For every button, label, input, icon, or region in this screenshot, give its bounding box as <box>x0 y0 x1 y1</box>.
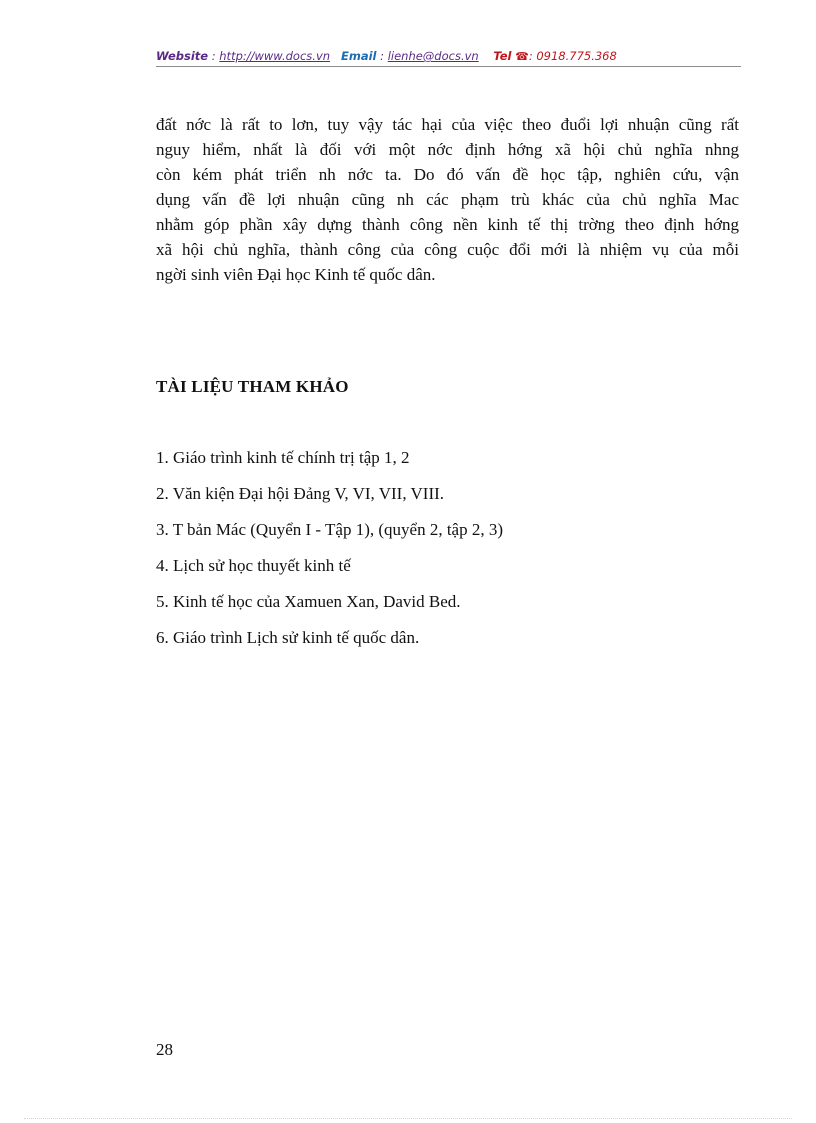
tel-value: : 0918.775.368 <box>528 49 617 63</box>
email-label: Email <box>341 49 377 63</box>
paragraph-line: còn kém phát triển nh nớc ta. Do đó vấn đề học tập, nghiên cứu, vận <box>156 165 739 184</box>
references-heading: TÀI LIỆU THAM KHẢO <box>156 377 349 396</box>
phone-icon: ☎ <box>515 50 529 63</box>
paragraph-line: xã hội chủ nghĩa, thành công của công cuộc đổi mới là nhiệm vụ của mỗi <box>156 240 739 259</box>
reference-item: 3. T bản Mác (Quyển I - Tập 1), (quyển 2, tập 2, 3) <box>156 520 503 539</box>
email-link[interactable]: lienhe@docs.vn <box>387 49 479 63</box>
tel-label: Tel <box>493 49 512 63</box>
reference-item: 1. Giáo trình kinh tế chính trị tập 1, 2 <box>156 448 410 467</box>
reference-item: 2. Văn kiện Đại hội Đảng V, VI, VII, VIII. <box>156 484 445 503</box>
paragraph-line: nguy hiểm, nhất là đối với một nớc định hớng xã hội chủ nghĩa nhng <box>156 140 739 159</box>
website-link[interactable]: http://www.docs.vn <box>219 49 331 63</box>
body-paragraph <box>156 112 739 287</box>
reference-item: 5. Kinh tế học của Xamuen Xan, David Bed. <box>156 592 461 611</box>
website-separator: : <box>208 49 220 63</box>
website-label: Website <box>156 49 209 63</box>
reference-item: 4. Lịch sử học thuyết kinh tế <box>156 556 351 575</box>
paragraph-line: nhằm góp phần xây dựng thành công nền kinh tế thị trờng theo định hớng <box>156 215 739 234</box>
page-bottom-border <box>24 1118 792 1119</box>
email-separator: : <box>376 49 388 63</box>
paragraph-line: đất nớc là rất to lơn, tuy vậy tác hại của việc theo đuổi lợi nhuận cũng rất <box>156 115 739 134</box>
references-list <box>156 446 503 662</box>
paragraph-line: dụng vấn đề lợi nhuận cũng nh các phạm trù khác của chủ nghĩa Mac <box>156 190 739 209</box>
page-header <box>156 48 741 65</box>
reference-item: 6. Giáo trình Lịch sử kinh tế quốc dân. <box>156 628 420 647</box>
page-number: 28 <box>156 1040 173 1059</box>
header-divider <box>156 66 741 67</box>
paragraph-line: ngời sinh viên Đại học Kinh tế quốc dân. <box>156 265 436 284</box>
